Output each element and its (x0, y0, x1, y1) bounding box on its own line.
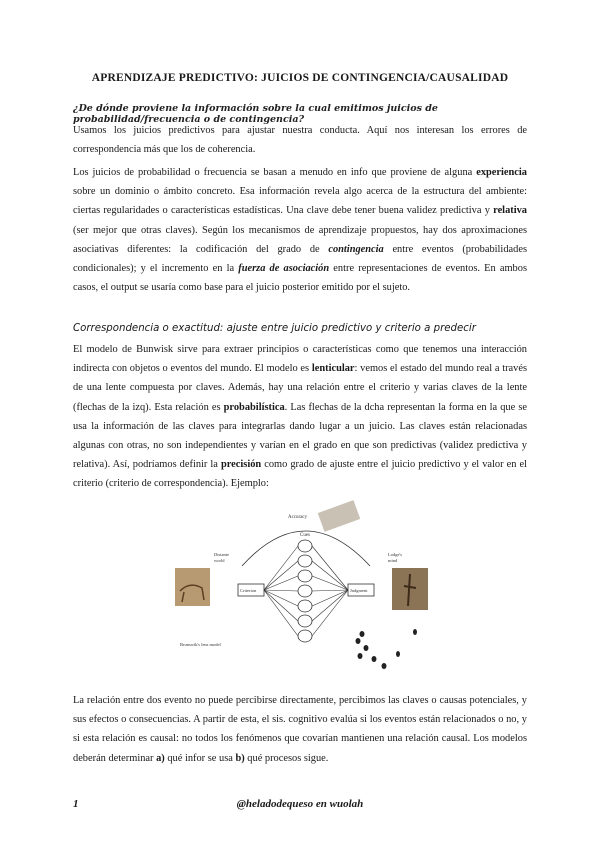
footprint-marks (356, 629, 418, 669)
paragraph-2: Los juicios de probabilidad o frecuencia se basan a menudo en info que proviene de alguna experiencia sobre un dominio o ámbito concreto. Esa información revela algo acerca de la estructura del ambiente: ciertas regularidades o características estadísticas. Una clave debe tener buena validez predictiva y relativa (ser mejor que otras claves). Según los mecanismos de aprendizaje propuestos, hay dos aproximaciones asociativas diferentes: la codificación del grado de contingencia entre eventos (probabilidades condicionales); y el incremento en la fuerza de asociación entre representaciones de eventos. En ambos casos, el output se usaría como base para el juicio posterior emitido por el sujeto. (73, 167, 527, 294)
left-label-2: world (214, 558, 225, 563)
footer-brand: @heladodequeso en wuolah (236, 798, 364, 810)
paragraph-3: El modelo de Bunwisk sirve para extraer principios o características como que tenemos una interacción indirecta con objetos o eventos del mundo. El modelo es lenticular: vemos el estado del mundo real a través de una lente compuesta por claves. Además, hay una relación entre el criterio y varias claves de la lente (flechas de la izq). Esta relación es probabilística. Las flechas de la dcha representan la forma en la que se usa la información de las claves para integrarlas dando lugar a un juicio. Las claves están relacionadas algunas con otras, no son independientes y varían en el grado en que son predictivas (validez predictiva y relativa). Así, podríamos definir la precisión como grado de ajuste entre el juicio predictivo y el valor en el criterio (criterio de correspondencia). Ejemplo: (73, 344, 527, 490)
antelope-photo (175, 568, 210, 606)
paragraph-1: Usamos los juicios predictivos para ajustar nuestra conducta. Aquí nos interesan los errores de correspondencia más que los de coherencia. (73, 125, 527, 156)
left-label-1: Distante (214, 552, 229, 557)
lens-model-figure (170, 496, 440, 671)
paragraph-4: La relación entre dos evento no puede percibirse directamente, percibimos las claves o causas potenciales, y sus efectos o consecuencias. A partir de esta, el sis. cognitivo evalúa si los eventos están relacionados o no, y si esta relación es causal: no todos los fenómenos que covarían mantienen una relación causal. Los modelos deberán determinar a) qué infor se usa b) qué procesos sigue. (73, 695, 527, 764)
section-heading-correspondence: Correspondencia o exactitud: ajuste entre juicio predictivo y criterio a predecir (73, 323, 476, 334)
left-arrows (264, 546, 298, 636)
footprints-photo (318, 500, 361, 532)
right-label-1: Lodge's (388, 552, 403, 557)
right-label-2: mind (388, 558, 398, 563)
judgment-label: Judgment (350, 588, 368, 593)
criterion-label: Criterion (240, 588, 257, 593)
page-title: APRENDIZAJE PREDICTIVO: JUICIOS DE CONTINGENCIA/CAUSALIDAD (91, 72, 509, 84)
cues-label: Cues (300, 533, 310, 538)
accuracy-label: Accuracy (288, 515, 308, 520)
page-number: 1 (73, 798, 79, 810)
right-arrows (312, 546, 348, 636)
section-question: ¿De dónde proviene la información sobre la cual emitimos juicios de probabilidad/frecuencia o de contingencia? (73, 103, 438, 125)
cue-nodes (298, 540, 312, 642)
figure-caption: Brunswik's lens model (180, 642, 221, 647)
